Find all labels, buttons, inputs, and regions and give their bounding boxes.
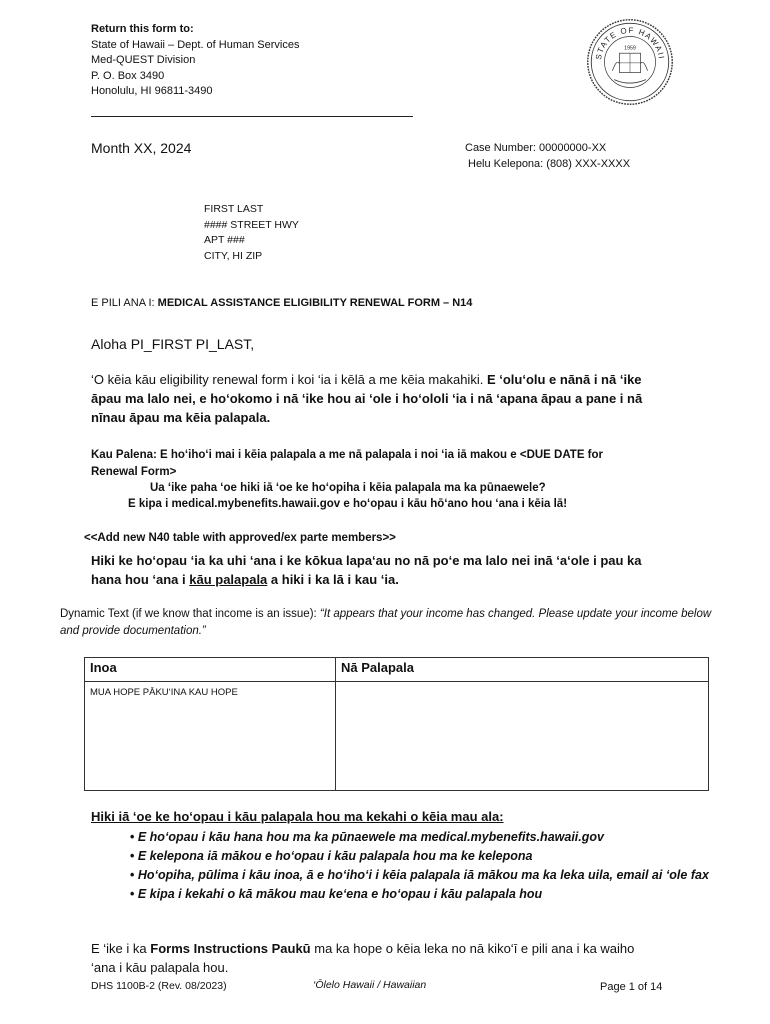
return-line: Med-QUEST Division — [91, 54, 196, 66]
svg-text:STATE OF HAWAII: STATE OF HAWAII — [593, 25, 666, 61]
column-header-documents: Nā Palapala — [336, 658, 709, 682]
coverage-underlined: kāu palapala — [189, 572, 268, 587]
return-heading: Return this form to: — [91, 23, 194, 35]
phone-number: Helu Kelepona: (808) XXX-XXXX — [468, 158, 631, 170]
subject-line — [91, 297, 472, 309]
table-row — [85, 682, 709, 791]
return-line: State of Hawaii – Dept. of Human Services — [91, 38, 300, 51]
ways-heading: Hiki iā ‘oe ke ho‘opau i kāu palapala hou ma kekahi o kēia mau ala: — [91, 809, 504, 824]
bullet-icon: • — [130, 849, 138, 863]
letter-date: Month XX, 2024 — [91, 140, 192, 156]
recipient-city: CITY, HI ZIP — [204, 249, 263, 262]
case-info — [465, 140, 630, 172]
column-header-name: Inoa — [85, 658, 336, 682]
list-item — [130, 885, 715, 904]
list-item — [130, 828, 715, 847]
dynamic-text — [60, 606, 720, 640]
list-item — [130, 866, 715, 885]
online-notice: Ua ‘ike paha ‘oe hiki iā ‘oe ke ho‘opiha i kēia palapala ma ka pūnaewele? — [150, 482, 546, 494]
due-date-notice: Kau Palena: E ho‘iho‘i mai i kēia palapala a me nā palapala i noi ‘ia iā makou e <DUE DATE for Renewal Form> — [91, 449, 604, 478]
footer-page-number: Page 1 of 14 — [600, 981, 663, 993]
n40-placeholder: <<Add new N40 table with approved/ex parte members>> — [84, 532, 396, 544]
list-item-text: E ho‘opau i kāu hana hou ma ka pūnaewele ma medical.mybenefits.hawaii.gov — [137, 830, 604, 844]
online-link-notice: E kipa i medical.mybenefits.hawaii.gov e ho‘opau i kāu hō‘ano hou ‘ana i kēia lā! — [128, 498, 568, 510]
recipient-name: FIRST LAST — [204, 203, 264, 215]
divider — [91, 116, 413, 117]
intro-instructions: E ‘olu‘olu e nānā i nā ‘ike āpau ma lalo nei, e ho‘okomo i nā ‘ike hou ai ‘ole i ho‘ololi ‘ia i nā ‘apana āpau a pane i nā nīnau āpau ma kēia palapala. — [91, 372, 643, 425]
list-item — [130, 847, 715, 866]
table-header-row — [85, 658, 709, 682]
recipient-street: #### STREET HWY — [204, 218, 299, 231]
state-seal-icon — [586, 18, 674, 106]
footer-form-number: DHS 1100B-2 (Rev. 08/2023) — [91, 980, 227, 992]
dynamic-quote: “It appears that your income has changed. Please update your income below and provide documentation.” — [60, 608, 712, 637]
bullet-icon: • — [130, 830, 138, 844]
documents-table — [84, 657, 709, 791]
coverage-text: Hiki ke ho‘opau ‘ia ka uhi ‘ana i ke kōkua lapa‘au no nā po‘e ma lalo nei inā ‘a‘ole i pau ka hana hou ‘ana i — [91, 553, 642, 587]
table-cell-name: MUA HOPE PĀKU‘INA KAU HOPE — [85, 682, 336, 791]
bullet-icon: • — [130, 868, 138, 882]
dynamic-label: Dynamic Text (if we know that income is an issue): — [60, 608, 320, 620]
case-number: Case Number: 00000000-XX — [465, 142, 607, 154]
coverage-warning — [91, 551, 671, 589]
intro-paragraph — [91, 370, 646, 427]
closing-text: E ‘ike i ka — [91, 941, 151, 956]
footer-language: ‘Ōlelo Hawaii / Hawaiian — [313, 979, 427, 991]
intro-text: ‘O kēia kāu eligibility renewal form i koi ‘ia i kēlā a me kēia makahiki. — [91, 372, 487, 387]
recipient-address — [204, 202, 299, 264]
list-item-text: E kelepona iā mākou e ho‘opau i kāu palapala hou ma ke kelepona — [137, 849, 533, 863]
svg-text:1959: 1959 — [624, 45, 636, 52]
return-line: Honolulu, HI 96811-3490 — [91, 85, 213, 97]
bullet-icon: • — [130, 887, 138, 901]
subject-title: MEDICAL ASSISTANCE ELIGIBILITY RENEWAL FORM – N14 — [157, 297, 473, 309]
return-line: P. O. Box 3490 — [91, 69, 165, 82]
list-item-text: Ho‘opiha, pūlima i kāu inoa, ā e ho‘iho‘i i kēia palapala iā mākou ma ka leka uila, email ai ‘ole fax — [137, 868, 709, 882]
table-cell-documents — [336, 682, 709, 791]
closing-paragraph — [91, 939, 651, 977]
return-address-block — [91, 22, 299, 100]
closing-text-end: ma ka hope o kēia leka no nā kiko‘ī e pili ana i ka waiho ‘ana i kāu palapala hou. — [91, 941, 635, 975]
ways-list — [130, 828, 715, 904]
recipient-apt: APT ### — [204, 234, 245, 246]
greeting: Aloha PI_FIRST PI_LAST, — [91, 336, 255, 352]
list-item-text: E kipa i kekahi o kā mākou mau ke‘ena e ho‘opau i kāu palapala hou — [137, 887, 543, 901]
subject-prefix: E PILI ANA I: — [91, 297, 158, 309]
closing-bold: Forms Instructions Paukū — [150, 941, 311, 956]
coverage-text-end: a hiki i ka lā i kau ‘ia. — [267, 572, 399, 587]
